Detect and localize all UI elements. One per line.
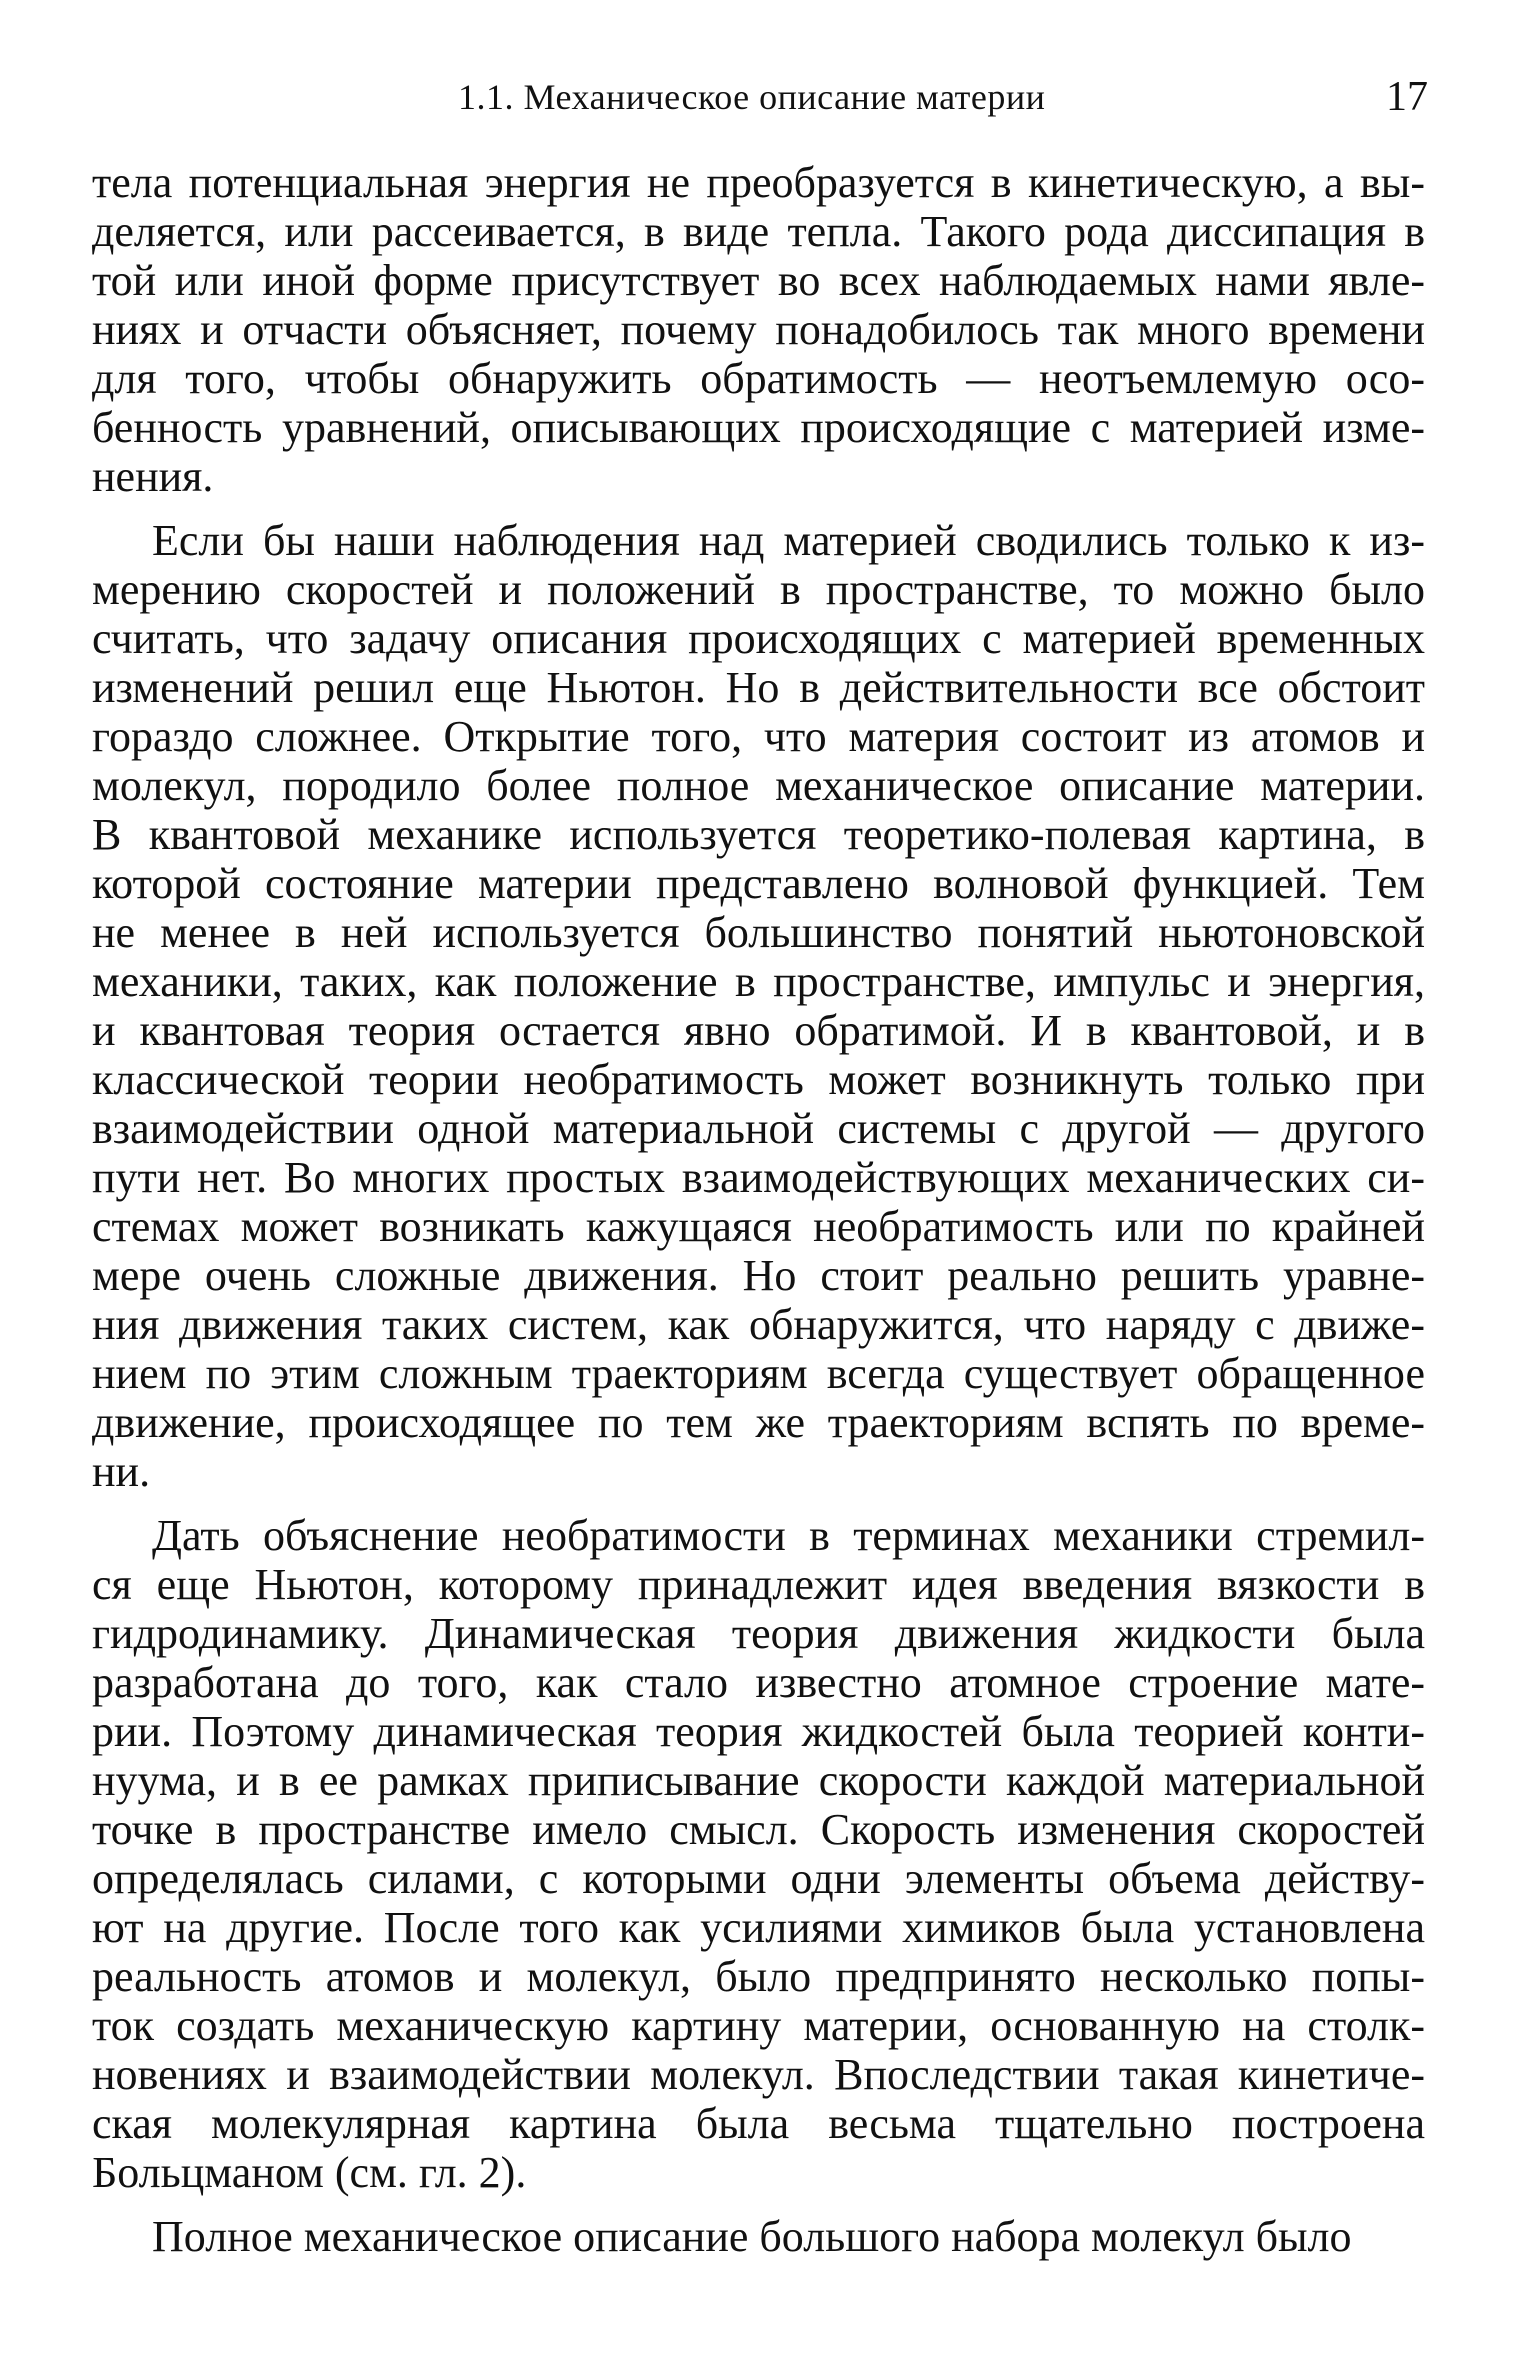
text-line: Больцманом (см. гл. 2). (92, 2148, 527, 2197)
text-line: для того, чтобы обнаружить обратимость — неотъемлемую осо- (92, 354, 1425, 403)
text-line: реальность атомов и молекул, было предпринято несколько попы- (92, 1952, 1425, 2001)
paragraph (92, 158, 1425, 501)
running-head (88, 72, 1428, 122)
text-line: рии. Поэтому динамическая теория жидкостей была теорией конти- (92, 1707, 1425, 1756)
text-line: которой состояние материи представлено волновой функцией. Тем (92, 859, 1425, 908)
text-line: ниях и отчасти объясняет, почему понадобилось так много времени (92, 305, 1425, 354)
text-line: стемах может возникать кажущаяся необратимость или по крайней (92, 1202, 1425, 1251)
text-line: классической теории необратимость может возникнуть только при (92, 1055, 1425, 1104)
text-line: тела потенциальная энергия не преобразуется в кинетическую, а вы- (92, 158, 1425, 207)
text-line: ток создать механическую картину материи, основанную на столк- (92, 2001, 1425, 2050)
text-line: ская молекулярная картина была весьма тщательно построена (92, 2099, 1425, 2148)
text-line: нения. (92, 452, 214, 501)
text-line: нуума, и в ее рамках приписывание скорости каждой материальной (92, 1756, 1425, 1805)
text-line: разработана до того, как стало известно атомное строение мате- (92, 1658, 1425, 1707)
text-line: взаимодействии одной материальной системы с другой — другого (92, 1104, 1425, 1153)
text-line: определялась силами, с которыми одни элементы объема действу- (92, 1854, 1425, 1903)
text-line: В квантовой механике используется теоретико-полевая картина, в (92, 810, 1425, 859)
text-line: изменений решил еще Ньютон. Но в действительности все обстоит (92, 663, 1425, 712)
paragraph-gap (92, 501, 1425, 516)
paragraph (92, 1511, 1425, 2197)
paragraph-gap (92, 2197, 1425, 2212)
text-line: ни. (92, 1447, 151, 1496)
paragraph (92, 516, 1425, 1496)
text-line: и квантовая теория остается явно обратимой. И в квантовой, и в (92, 1006, 1425, 1055)
paragraph-gap (92, 1496, 1425, 1511)
text-line: гораздо сложнее. Открытие того, что материя состоит из атомов и (92, 712, 1425, 761)
text-line: не менее в ней используется большинство понятий ньютоновской (92, 908, 1425, 957)
body-text (92, 158, 1425, 2261)
text-line: Если бы наши наблюдения над материей сводились только к из- (152, 516, 1425, 565)
text-line: ся еще Ньютон, которому принадлежит идея введения вязкости в (92, 1560, 1425, 1609)
text-line: ния движения таких систем, как обнаружится, что наряду с движе- (92, 1300, 1425, 1349)
running-title: 1.1. Механическое описание материи (458, 77, 1046, 117)
text-line: нием по этим сложным траекториям всегда существует обращенное (92, 1349, 1425, 1398)
text-line: мерению скоростей и положений в пространстве, то можно было (92, 565, 1425, 614)
text-line: гидродинамику. Динамическая теория движения жидкости была (92, 1609, 1425, 1658)
paragraph (92, 2212, 1425, 2261)
text-line: новениях и взаимодействии молекул. Впоследствии такая кинетиче- (92, 2050, 1425, 2099)
text-line: считать, что задачу описания происходящих с материей временных (92, 614, 1425, 663)
text-line: ют на другие. После того как усилиями химиков была установлена (92, 1903, 1425, 1952)
text-line: той или иной форме присутствует во всех наблюдаемых нами явле- (92, 256, 1425, 305)
text-line: бенность уравнений, описывающих происходящие с материей изме- (92, 403, 1425, 452)
text-line: точке в пространстве имело смысл. Скорость изменения скоростей (92, 1805, 1425, 1854)
text-line: механики, таких, как положение в пространстве, импульс и энергия, (92, 957, 1425, 1006)
text-line: Дать объяснение необратимости в терминах механики стремил- (152, 1511, 1425, 1560)
text-line: мере очень сложные движения. Но стоит реально решить уравне- (92, 1251, 1425, 1300)
text-line: молекул, породило более полное механическое описание материи. (92, 761, 1425, 810)
text-line: движение, происходящее по тем же траекториям вспять по време- (92, 1398, 1425, 1447)
text-line: деляется, или рассеивается, в виде тепла. Такого рода диссипация в (92, 207, 1425, 256)
page-number: 17 (1386, 74, 1428, 120)
text-line: Полное механическое описание большого набора молекул было (152, 2212, 1352, 2261)
text-line: пути нет. Во многих простых взаимодействующих механических си- (92, 1153, 1425, 1202)
